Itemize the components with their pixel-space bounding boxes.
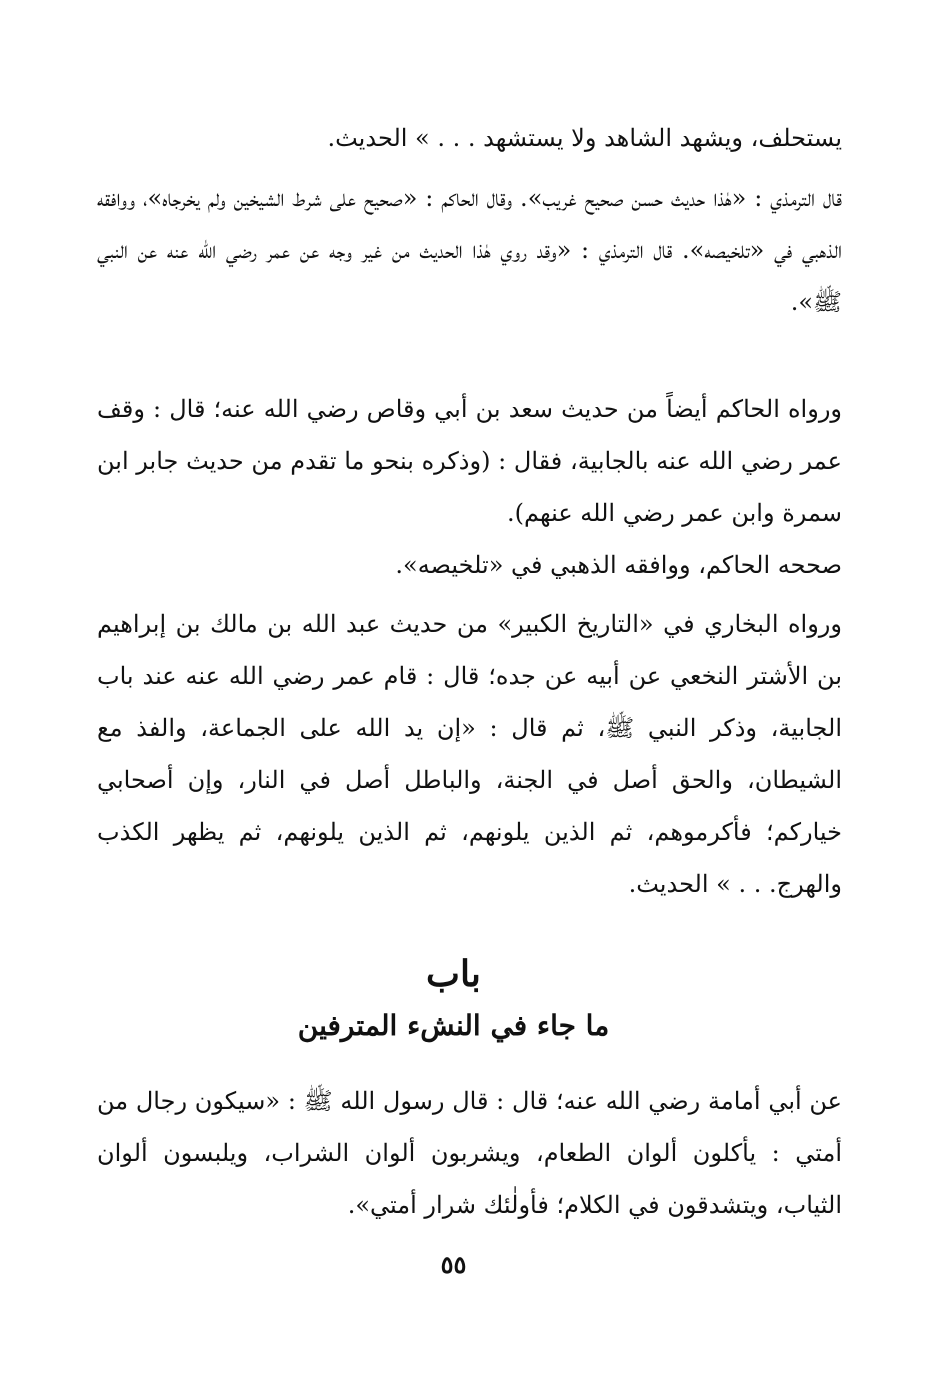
paragraph-hakim-saad: ورواه الحاكم أيضاً من حديث سعد بن أبي وقاص رضي الله عنه؛ قال : وقف عمر رضي الله عنه بالجابية، فقال : (وذكره بنحو ما تقدم من حديث جابر ابن سمرة وابن عمر رضي الله عنهم). <box>97 395 842 527</box>
paragraph-abu-umamah: عن أبي أمامة رضي الله عنه؛ قال : قال رسول الله ﷺ : «سيكون رجال من أمتي : يأكلون ألوان الطعام، ويشربون ألوان الشراب، ويلبسون ألوان الثياب، ويتشدقون في الكلام؛ فأولٰئك شرار أمتي». <box>97 1087 842 1219</box>
paragraph-continuation: يستحلف، ويشهد الشاهد ولا يستشهد . . . » الحديث. <box>327 124 842 152</box>
page-number: ٥٥ <box>440 1250 467 1279</box>
chapter-label: باب <box>426 953 481 995</box>
paragraph-bukhari: ورواه البخاري في «التاريخ الكبير» من حديث عبد الله بن مالك بن إبراهيم بن الأشتر النخعي عن أبيه عن جده؛ قال : قام عمر رضي الله عنه عند باب الجابية، وذكر النبي ﷺ، ثم قال : «إن يد الله على الجماعة، والفذ مع الشيطان، والحق أصل في الجنة، والباطل أصل في النار، وإن أصحابي خياركم؛ فأكرموهم، ثم الذين يلونهم، ثم الذين يلونهم، ثم يظهر الكذب والهرج. . . » الحديث. <box>97 610 842 898</box>
chapter-title: ما جاء في النشء المترفين <box>297 1009 610 1042</box>
paragraph-tirmidhi-hakim: قال الترمذي : «هٰذا حديث حسن صحيح غريب». وقال الحاكم : «صحيح على شرط الشيخين ولم يخرجاه»، ووافقه الذهبي في «تلخيصه». قال الترمذي : «وقد روي هٰذا الحديث من غير وجه عن عمر رضي الله عنه عن النبي ﷺ». <box>97 184 842 316</box>
paragraph-hakim-authentication: صححه الحاكم، ووافقه الذهبي في «تلخيصه». <box>395 551 842 579</box>
